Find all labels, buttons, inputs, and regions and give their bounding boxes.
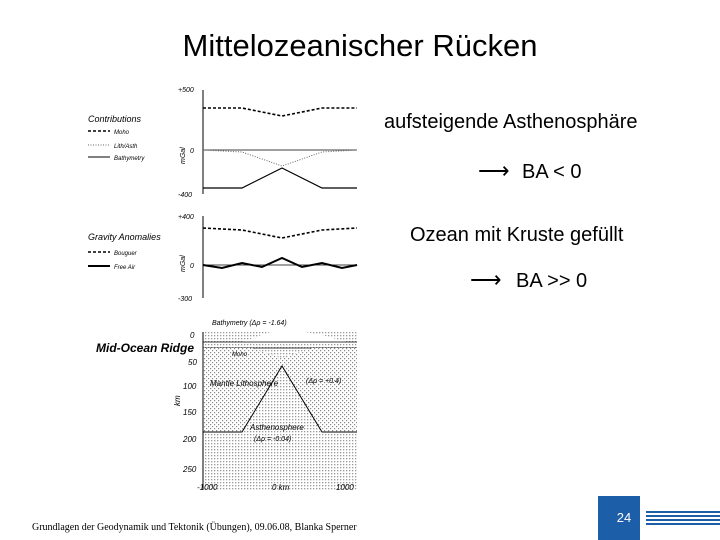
- depth-tick: 0: [190, 331, 195, 340]
- mid-ocean-ridge-figure: [82, 80, 372, 500]
- tick-label: 0: [190, 263, 194, 270]
- x-tick: 1000: [336, 483, 354, 492]
- ridge-cross-section: [96, 320, 357, 492]
- mantle-delta: (Δρ = +0.4): [306, 378, 342, 385]
- point-rising-asthenosphere: aufsteigende Asthenosphäre: [384, 111, 638, 133]
- depth-tick: 50: [188, 358, 197, 367]
- gravity-anomalies-panel: [88, 214, 357, 303]
- tick-label: +500: [178, 87, 194, 94]
- legend-moho: Moho: [114, 130, 130, 136]
- page-number: 24: [616, 510, 632, 525]
- depth-tick: 100: [183, 382, 197, 391]
- x-tick: 0 km: [272, 483, 290, 492]
- point-ocean-filled: Ozean mit Kruste gefüllt: [410, 224, 624, 246]
- tick-label: -400: [178, 192, 193, 199]
- tick-label: -300: [178, 296, 193, 303]
- result-ba-negative: BA < 0: [522, 161, 582, 183]
- tick-label: 0: [190, 148, 194, 155]
- asthenosphere-label: Asthenosphere: [250, 423, 304, 432]
- mantle-label: Mantle Lithosphere: [210, 379, 279, 388]
- legend-bouguer: Bouguer: [114, 251, 137, 257]
- depth-tick: 150: [183, 408, 197, 417]
- depth-unit: km: [173, 395, 182, 406]
- contributions-title: Contributions: [88, 114, 142, 124]
- depth-tick: 200: [183, 435, 197, 444]
- x-tick: -1000: [197, 483, 218, 492]
- legend-free-air: Free Air: [114, 265, 136, 271]
- slide-title: Mittelozeanischer Rücken: [182, 28, 538, 63]
- decorative-stripes: [646, 511, 720, 529]
- footer-text: Grundlagen der Geodynamik und Tektonik (Übungen), 09.06.08, Blanka Sperner: [32, 522, 357, 533]
- arrow-icon: ⟶: [478, 158, 510, 183]
- axis-unit: mGal: [180, 255, 187, 272]
- anomalies-title: Gravity Anomalies: [88, 232, 161, 242]
- arrow-icon: ⟶: [470, 267, 502, 292]
- depth-tick: 250: [183, 465, 197, 474]
- tick-label: +400: [178, 214, 194, 221]
- result-ba-positive: BA >> 0: [516, 270, 588, 292]
- axis-unit: mGal: [180, 147, 187, 164]
- legend-lith-asth: Lith/Asth: [114, 144, 138, 150]
- ridge-label: Mid-Ocean Ridge: [96, 341, 195, 355]
- legend-bathymetry: Bathymetry: [114, 156, 145, 162]
- contributions-panel: [88, 87, 357, 199]
- asthenosphere-delta: (Δρ = -0.04): [254, 436, 292, 443]
- bathymetry-label: Bathymetry (Δρ = -1.64): [212, 320, 287, 327]
- moho-label: Moho: [232, 352, 248, 358]
